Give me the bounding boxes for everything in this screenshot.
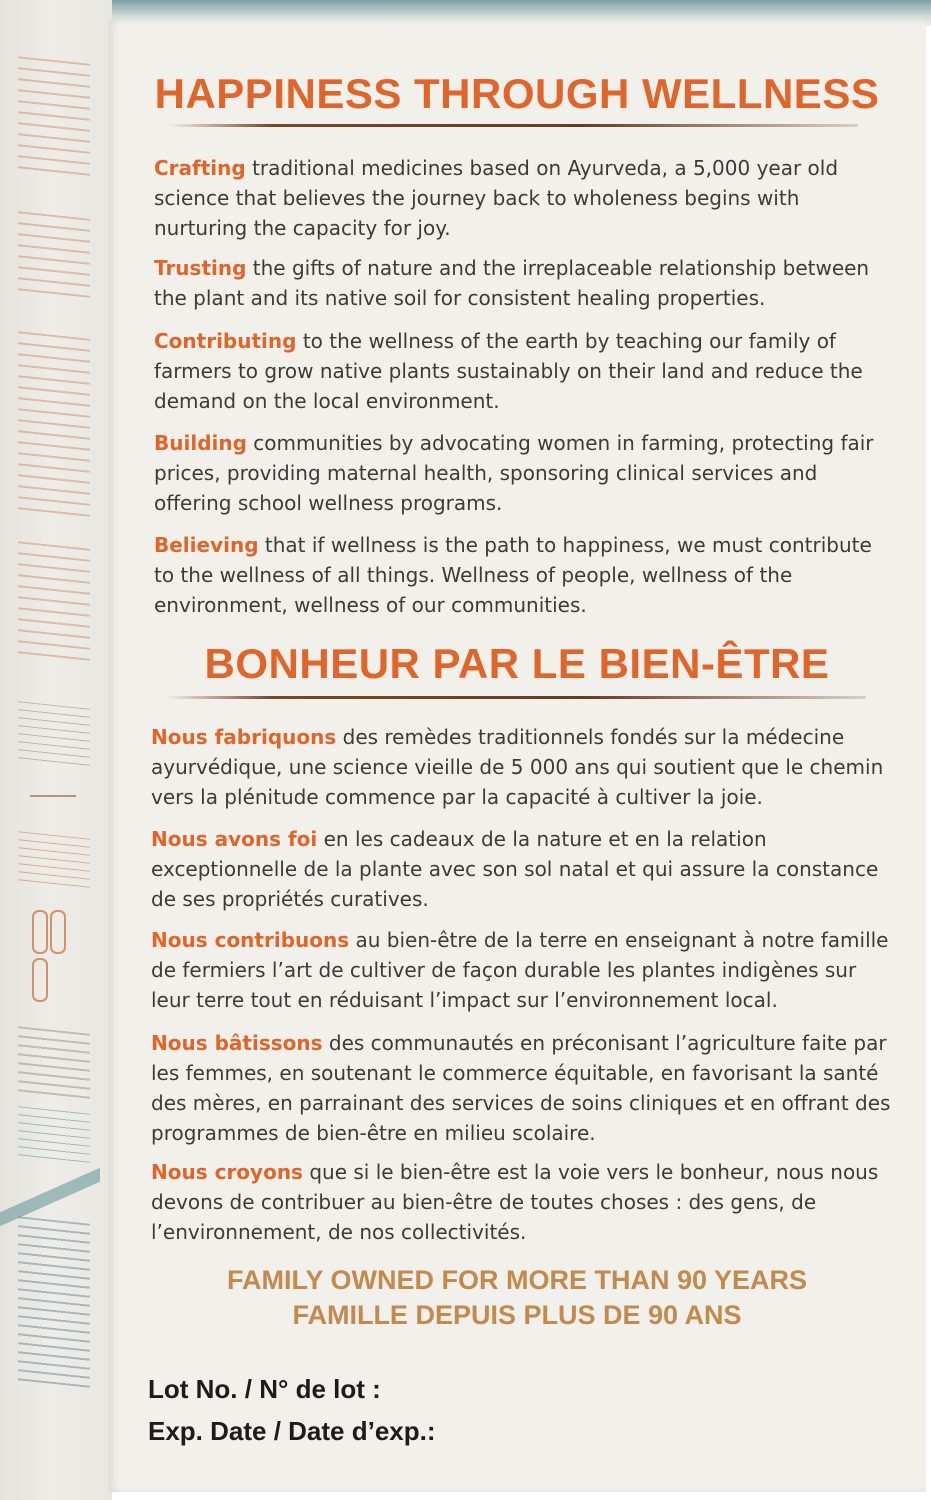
- expiry-date-label: Exp. Date / Date d’exp.:: [148, 1416, 436, 1446]
- paragraph-lead: Nous avons foi: [151, 827, 318, 851]
- family-owned-french: FAMILLE DEPUIS PLUS DE 90 ANS: [292, 1300, 742, 1330]
- side-icon-strip: [32, 910, 80, 1020]
- paragraph-lead: Nous bâtissons: [151, 1031, 323, 1055]
- side-text-block: [18, 56, 90, 184]
- side-text-block: [18, 1216, 90, 1394]
- paragraph-croyons: [151, 1157, 896, 1247]
- certification-icon: [50, 910, 66, 954]
- paragraph-trusting: [154, 253, 874, 313]
- side-text-block: [18, 1026, 90, 1104]
- heading-french: BONHEUR PAR LE BIEN-ÊTRE: [204, 640, 830, 687]
- paragraph-lead: Crafting: [154, 156, 246, 180]
- box-side-panel: [0, 0, 112, 1500]
- heading-underline: [168, 124, 858, 127]
- family-owned-english: FAMILY OWNED FOR MORE THAN 90 YEARS: [226, 1265, 808, 1295]
- paragraph-lead: Contributing: [154, 329, 297, 353]
- side-text-block: [18, 701, 90, 769]
- paragraph-body: communities by advocating women in farming, protecting fair prices, providing maternal health, sponsoring clinical services and offering school wellness programs.: [154, 431, 874, 515]
- paragraph-body: des communautés en préconisant l’agriculture faite par les femmes, en soutenant le commerce équitable, en favorisant la santé des mères, en parrainant des services de soins cliniques et en offrant des programmes de bien-être en milieu scolaire.: [151, 1031, 891, 1145]
- paragraph-lead: Nous croyons: [151, 1160, 303, 1184]
- paragraph-body: en les cadeaux de la nature et en la relation exceptionnelle de la plante avec son sol natal et qui assure la constance de ses propriétés curatives.: [151, 827, 879, 911]
- paragraph-body: au bien-être de la terre en enseignant à notre famille de fermiers l’art de cultiver de façon durable les plantes indigènes sur leur terre tout en réduisant l’impact sur l’environnement local.: [151, 928, 889, 1012]
- paragraph-body: that if wellness is the path to happiness, we must contribute to the wellness of all things. Wellness of people, wellness of the environment, wellness of our communities.: [154, 533, 872, 617]
- paragraph-avons-foi: [151, 824, 891, 914]
- paragraph-contribuons: [151, 925, 896, 1015]
- paragraph-crafting: [154, 153, 874, 243]
- paragraph-body: des remèdes traditionnels fondés sur la médecine ayurvédique, une science vieille de 5 000 ans qui soutient que le chemin vers la plénitude commence par la capacité à cultiver la joie.: [151, 725, 884, 809]
- box-front-panel: [108, 20, 926, 1492]
- side-text-block: [18, 331, 90, 519]
- paragraph-body: to the wellness of the earth by teaching our family of farmers to grow native plants sustainably on their land and reduce the demand on the local environment.: [154, 329, 863, 413]
- paragraph-fabriquons: [151, 722, 896, 812]
- paragraph-lead: Nous contribuons: [151, 928, 350, 952]
- paragraph-building: [154, 428, 884, 518]
- certification-icon: [32, 958, 48, 1002]
- heading-english: HAPPINESS THROUGH WELLNESS: [154, 70, 880, 117]
- side-text-block: [18, 1106, 90, 1164]
- paragraph-believing: [154, 530, 874, 620]
- side-divider: [30, 795, 76, 797]
- side-teal-stripe: [0, 1168, 100, 1227]
- side-text-block: [18, 211, 90, 299]
- lot-number-label: Lot No. / N° de lot :: [148, 1374, 381, 1404]
- paragraph-contributing: [154, 326, 874, 416]
- paragraph-lead: Building: [154, 431, 247, 455]
- paragraph-body: que si le bien-être est la voie vers le bonheur, nous nous devons de contribuer au bien-être de toutes choses : des gens, de l’environnement, de nos collectivités.: [151, 1160, 879, 1244]
- side-text-block: [18, 831, 90, 889]
- paragraph-body: the gifts of nature and the irreplaceable relationship between the plant and its native soil for consistent healing properties.: [154, 256, 870, 310]
- paragraph-body: traditional medicines based on Ayurveda, a 5,000 year old science that believes the journey back to wholeness begins with nurturing the capacity for joy.: [154, 156, 839, 240]
- paragraph-lead: Nous fabriquons: [151, 725, 337, 749]
- side-text-block: [18, 541, 90, 664]
- paragraph-batissons: [151, 1028, 901, 1148]
- certification-icon: [32, 910, 48, 954]
- paragraph-lead: Believing: [154, 533, 259, 557]
- heading-underline: [166, 696, 866, 699]
- paragraph-lead: Trusting: [154, 256, 247, 280]
